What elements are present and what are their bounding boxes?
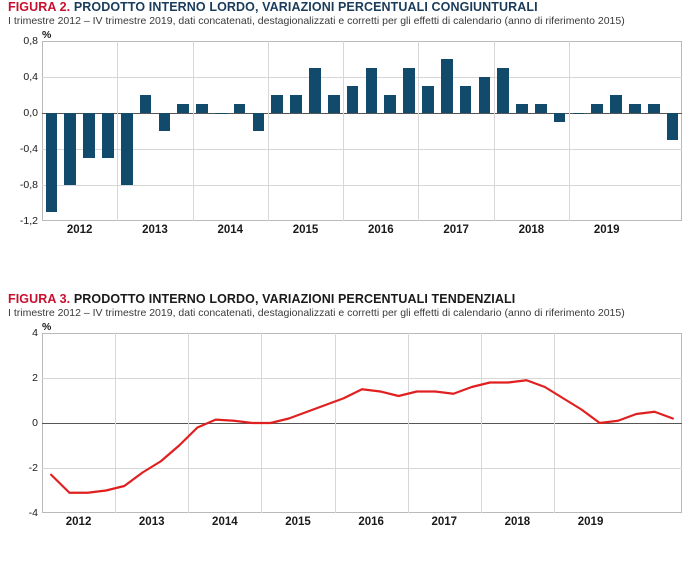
bar	[497, 68, 509, 113]
x-year-label: 2016	[358, 516, 384, 528]
bar	[347, 86, 359, 113]
figure-1-plot-wrap	[8, 35, 700, 239]
figure-2-label: FIGURA 3.	[8, 292, 71, 306]
figure-2-unit: %	[42, 321, 52, 333]
x-year-label: 2015	[292, 224, 319, 236]
x-year-label: 2018	[518, 224, 545, 236]
figure-1-title	[8, 0, 700, 14]
figure-tendenziali	[0, 292, 700, 531]
x-year-label: 2016	[368, 224, 394, 236]
x-year-label: 2012	[65, 516, 92, 528]
bar	[573, 113, 585, 114]
bar	[290, 95, 302, 113]
bar	[253, 113, 265, 131]
figure-1-y-axis	[8, 35, 42, 227]
y-tick-label: -4	[28, 507, 38, 519]
x-year-label: 2017	[443, 224, 469, 236]
y-tick-label: 2	[32, 372, 38, 384]
bar	[667, 113, 679, 140]
x-year-label: 2019	[577, 516, 604, 528]
figure-1-label: FIGURA 2.	[8, 0, 71, 14]
figure-1-name: PRODOTTO INTERNO LORDO, VARIAZIONI PERCENTUALI CONGIUNTURALI	[73, 0, 538, 14]
figure-2-y-axis	[8, 327, 42, 519]
bar	[102, 113, 114, 158]
x-year-label: 2013	[142, 224, 168, 236]
bar	[384, 95, 396, 113]
line-series	[42, 333, 682, 513]
bar	[64, 113, 76, 185]
x-year-label: 2012	[66, 224, 93, 236]
bar	[121, 113, 133, 185]
y-tick-label: 0,8	[23, 35, 38, 47]
figure-1-subtitle: I trimestre 2012 – IV trimestre 2019, dati concatenati, destagionalizzati e corretti per gli effetti di calendario (anno di riferimento 2015)	[8, 15, 625, 27]
bar	[215, 113, 227, 114]
y-tick-label: -0,4	[19, 143, 38, 155]
x-year-label: 2018	[504, 516, 531, 528]
bar-series	[42, 41, 682, 221]
figure-2-subtitle: I trimestre 2012 – IV trimestre 2019, dati concatenati, destagionalizzati e corretti per gli effetti di calendario (anno di riferimento 2015)	[8, 307, 625, 319]
figure-2-x-axis	[42, 513, 682, 531]
y-tick-label: 0,0	[23, 107, 38, 119]
figure-1-plot	[42, 41, 682, 221]
bar	[610, 95, 622, 113]
x-year-label: 2014	[212, 516, 238, 528]
y-tick-label: -1,2	[19, 215, 38, 227]
figure-2-plot-wrap	[8, 327, 700, 531]
y-tick-label: -2	[28, 462, 38, 474]
figure-1-x-axis	[42, 221, 682, 239]
bar	[328, 95, 340, 113]
bar	[629, 104, 641, 113]
x-year-label: 2019	[593, 224, 620, 236]
figure-1-unit: %	[42, 29, 52, 41]
bar	[403, 68, 415, 113]
bar	[83, 113, 95, 158]
figure-2-plot	[42, 333, 682, 513]
bar	[648, 104, 660, 113]
bar	[271, 95, 283, 113]
y-tick-label: -0,8	[19, 179, 38, 191]
bar	[46, 113, 58, 212]
bar	[234, 104, 246, 113]
y-tick-label: 0	[32, 417, 38, 429]
bar	[159, 113, 171, 131]
bar	[479, 77, 491, 113]
bar	[441, 59, 453, 113]
bar	[422, 86, 434, 113]
x-year-label: 2015	[285, 516, 311, 528]
bar	[554, 113, 566, 122]
bar	[196, 104, 208, 113]
bar	[177, 104, 189, 113]
x-year-label: 2017	[431, 516, 458, 528]
bar	[460, 86, 472, 113]
bar	[309, 68, 321, 113]
bar	[591, 104, 603, 113]
bar	[535, 104, 547, 113]
bar	[366, 68, 378, 113]
bar	[516, 104, 528, 113]
bar	[140, 95, 152, 113]
y-tick-label: 0,4	[23, 71, 38, 83]
y-tick-label: 4	[32, 327, 38, 339]
figure-2-name: PRODOTTO INTERNO LORDO, VARIAZIONI PERCENTUALI TENDENZIALI	[73, 292, 516, 306]
x-year-label: 2014	[217, 224, 244, 236]
figure-congiunturali	[0, 0, 700, 239]
x-year-label: 2013	[138, 516, 165, 528]
figure-2-title	[8, 292, 700, 306]
